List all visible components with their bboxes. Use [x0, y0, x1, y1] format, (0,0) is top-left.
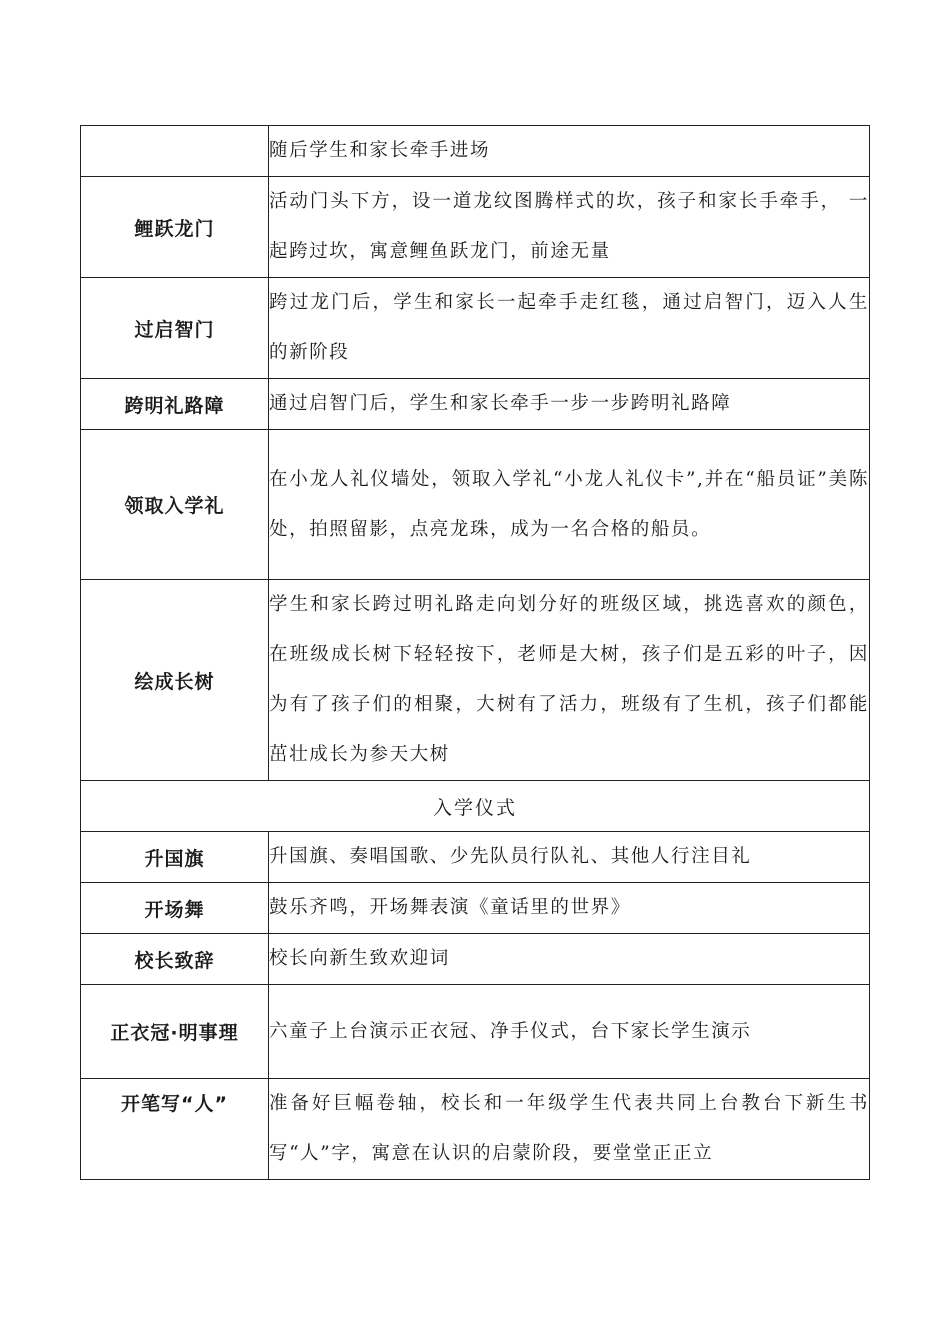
row-description: 随后学生和家长牵手进场 [269, 126, 870, 177]
row-description: 六童子上台演示正衣冠、净手仪式，台下家长学生演示 [269, 985, 870, 1079]
row-description: 准备好巨幅卷轴，校长和一年级学生代表共同上台教台下新生书写“人”字，寓意在认识的启蒙阶段，要堂堂正正立 [269, 1079, 870, 1180]
row-label: 校长致辞 [81, 934, 269, 985]
table-row [81, 126, 870, 177]
table-row [81, 430, 870, 580]
table-row [81, 1079, 870, 1180]
ceremony-schedule-table [80, 125, 870, 1180]
table-row [81, 580, 870, 781]
table-row [81, 379, 870, 430]
row-label: 领取入学礼 [81, 430, 269, 580]
section-header-row [81, 781, 870, 832]
section-title: 入学仪式 [81, 781, 870, 832]
table-row [81, 934, 870, 985]
row-label: 绘成长树 [81, 580, 269, 781]
table-row [81, 883, 870, 934]
row-label: 跨明礼路障 [81, 379, 269, 430]
row-description: 鼓乐齐鸣，开场舞表演《童话里的世界》 [269, 883, 870, 934]
table-row [81, 177, 870, 278]
table-row [81, 278, 870, 379]
row-label: 鲤跃龙门 [81, 177, 269, 278]
row-description: 跨过龙门后，学生和家长一起牵手走红毯，通过启智门，迈入人生的新阶段 [269, 278, 870, 379]
row-description: 活动门头下方，设一道龙纹图腾样式的坎，孩子和家长手牵手， 一起跨过坎，寓意鲤鱼跃龙门，前途无量 [269, 177, 870, 278]
row-description: 通过启智门后，学生和家长牵手一步一步跨明礼路障 [269, 379, 870, 430]
table-row [81, 985, 870, 1079]
row-description: 在小龙人礼仪墙处，领取入学礼“小龙人礼仪卡”,并在“船员证”美陈处，拍照留影，点亮龙珠，成为一名合格的船员。 [269, 430, 870, 580]
row-label: 开笔写“人” [81, 1079, 269, 1180]
row-label: 正衣冠·明事理 [81, 985, 269, 1079]
row-label: 升国旗 [81, 832, 269, 883]
row-label: 开场舞 [81, 883, 269, 934]
row-description: 升国旗、奏唱国歌、少先队员行队礼、其他人行注目礼 [269, 832, 870, 883]
row-label [81, 126, 269, 177]
row-label: 过启智门 [81, 278, 269, 379]
row-description: 校长向新生致欢迎词 [269, 934, 870, 985]
table-row [81, 832, 870, 883]
row-description: 学生和家长跨过明礼路走向划分好的班级区域，挑选喜欢的颜色，在班级成长树下轻轻按下，老师是大树，孩子们是五彩的叶子，因为有了孩子们的相聚，大树有了活力，班级有了生机，孩子们都能茁壮成长为参天大树 [269, 580, 870, 781]
